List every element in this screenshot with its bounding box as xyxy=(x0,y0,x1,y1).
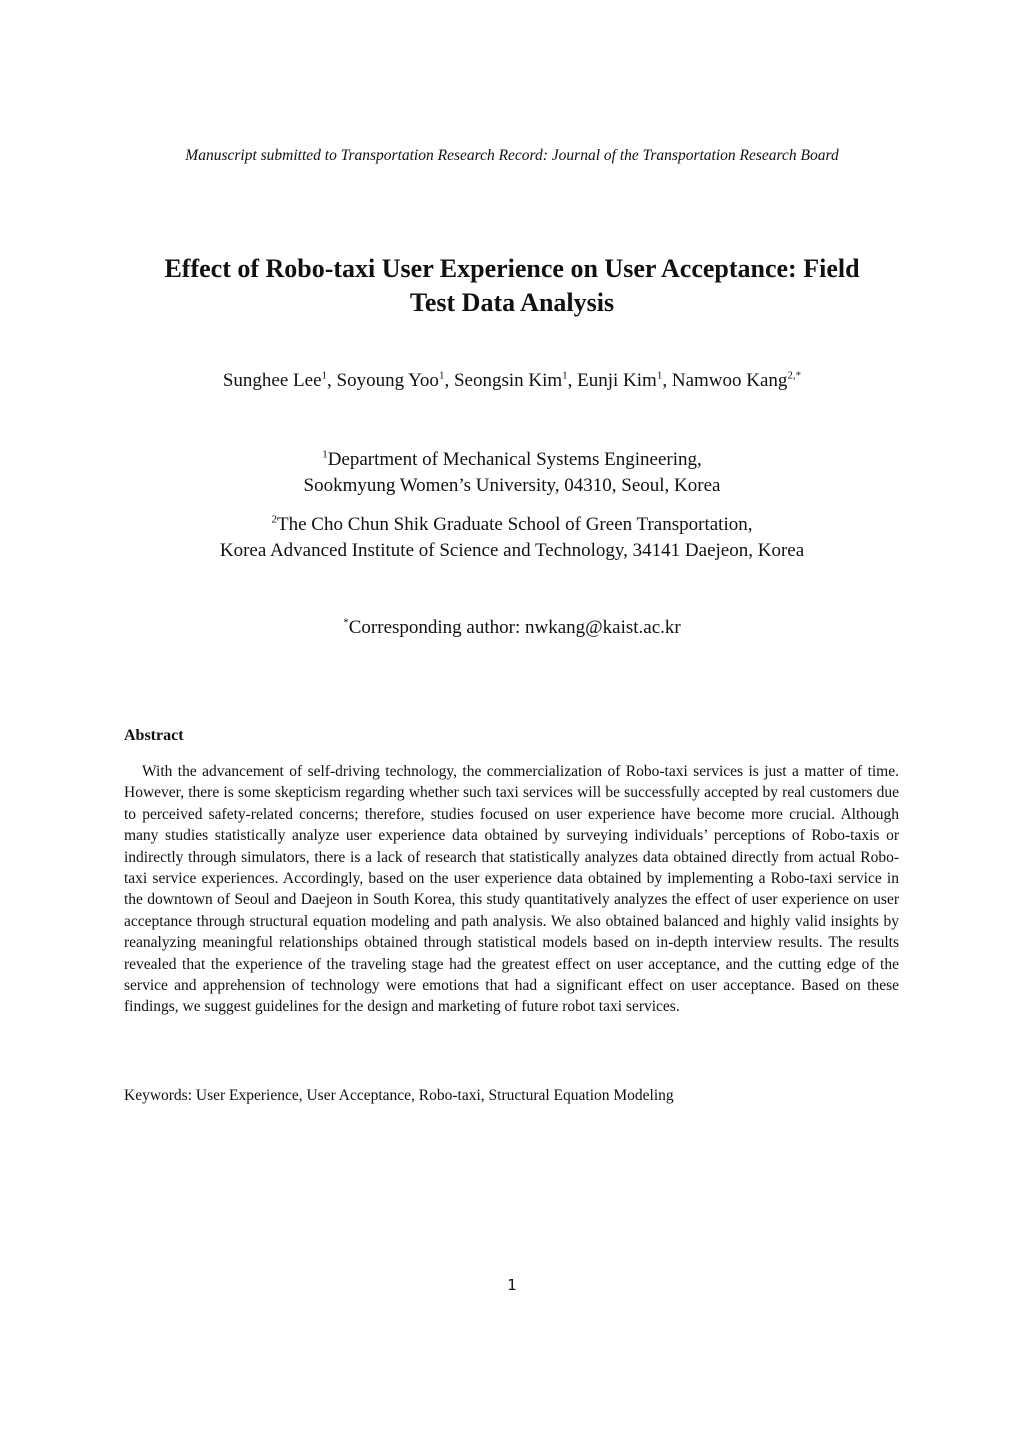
page-number: 1 xyxy=(507,1276,517,1294)
corresponding-author-text: Corresponding author: nwkang@kaist.ac.kr xyxy=(348,617,681,638)
author-name: Seongsin Kim xyxy=(453,370,563,391)
abstract-heading: Abstract xyxy=(124,727,184,744)
author-affiliation-mark: 1 xyxy=(438,369,445,382)
author-name: Namwoo Kang xyxy=(671,370,788,391)
keywords: Keywords: User Experience, User Acceptance, Robo-taxi, Structural Equation Modeling xyxy=(124,1087,674,1104)
affiliation-2 xyxy=(0,512,1024,564)
affiliation-line: Sookmyung Women’s University, 04310, Seoul, Korea xyxy=(303,475,721,496)
author-affiliation-mark: 1 xyxy=(656,369,663,382)
author-name: Sunghee Lee xyxy=(222,370,322,391)
title-line-1: Effect of Robo-taxi User Experience on User Acceptance: Field xyxy=(164,254,860,283)
corresponding-author xyxy=(0,617,1024,639)
affiliation-1 xyxy=(0,447,1024,499)
affiliation-mark: 2 xyxy=(271,513,277,526)
author-affiliation-mark: 2,* xyxy=(787,369,802,382)
corresponding-mark: * xyxy=(343,616,349,629)
author-affiliation-mark: 1 xyxy=(562,369,568,382)
abstract-body: With the advancement of self-driving technology, the commercialization of Robo-taxi services is just a matter of time. However, there is some skepticism regarding whether such taxi services will be successfully accepted by real customers due to perceived safety-related concerns; therefore, studies focused on user experience have become more crucial. Although many studies statistically analyze user experience data obtained by surveying individuals’ perceptions of Robo-taxis or indirectly through simulators, there is a lack of research that statistically analyzes data obtained directly from actual Robo-taxi service experiences. Accordingly, based on the user experience data obtained by implementing a Robo-taxi service in the downtown of Seoul and Daejeon in South Korea, this study quantitatively analyzes the effect of user experience on user acceptance through structural equation modeling and path analysis. We also obtained balanced and highly valid insights by reanalyzing meaningful relationships obtained through statistical models based on in-depth interview results. The results revealed that the experience of the traveling stage had the greatest effect on user acceptance, and the cutting edge of the service and apprehension of technology were emotions that had a significant effect on user acceptance. Based on these findings, we suggest guidelines for the design and marketing of future robot taxi services. xyxy=(124,763,899,1016)
journal-header: Manuscript submitted to Transportation Research Record: Journal of the Transportation Research Board xyxy=(185,147,839,164)
affiliation-line: The Cho Chun Shik Graduate School of Green Transportation, xyxy=(277,514,753,535)
affiliation-mark: 1 xyxy=(322,448,328,461)
paper-title xyxy=(112,252,912,320)
title-line-2: Test Data Analysis xyxy=(409,288,615,317)
author-name: Soyoung Yoo xyxy=(336,370,439,391)
author-name: Eunji Kim xyxy=(577,370,657,391)
author-list: Sunghee Lee$^1$, Soyoung Yoo$^1$, Seongsin Kim$^1$, Eunji Kim$^1$, Namwoo Kang$^{2,*}$ xyxy=(222,369,802,391)
affiliation-line: Korea Advanced Institute of Science and Technology, 34141 Daejeon, Korea xyxy=(219,540,805,561)
affiliation-line: Department of Mechanical Systems Engineering, xyxy=(327,449,702,470)
author-affiliation-mark: 1 xyxy=(321,369,327,382)
